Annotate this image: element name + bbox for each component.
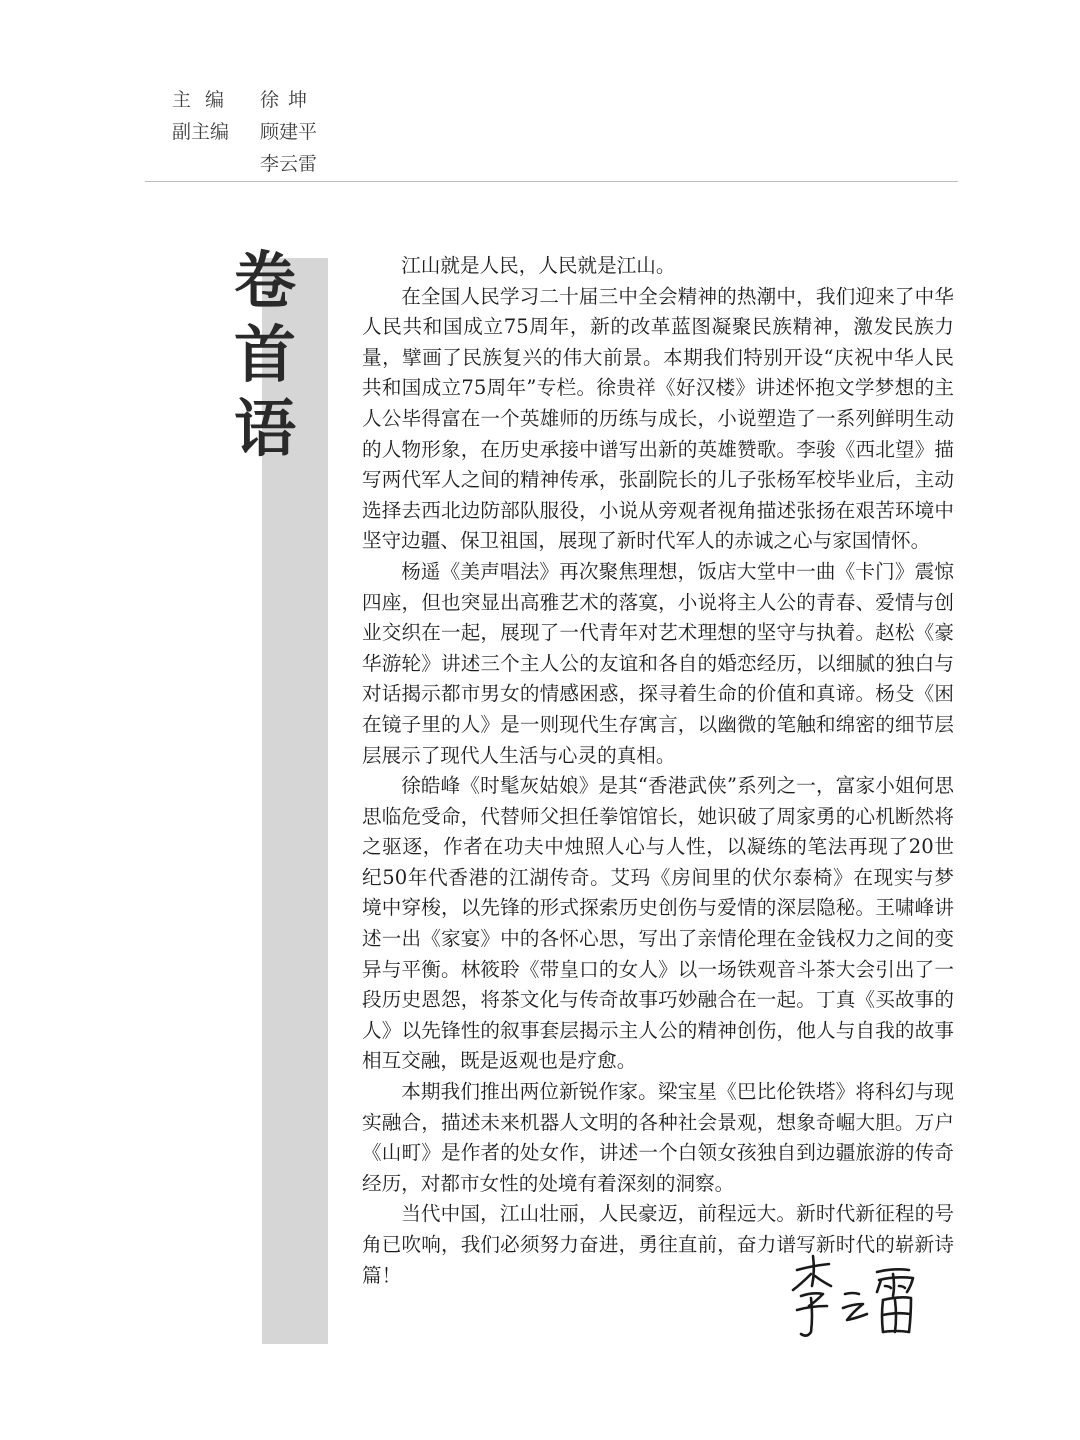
column-title-char-2: 首	[233, 318, 296, 391]
header-divider	[145, 181, 958, 182]
column-title-char-1: 卷	[233, 244, 296, 317]
paragraph-3: 杨遥《美声唱法》再次聚焦理想，饭店大堂中一曲《卡门》震惊四座，但也突显出高雅艺术的落寞，小说将主人公的青春、爱情与创业交织在一起，展现了一代青年对艺术理想的坚守与执着。赵松《豪华游轮》讲述三个主人公的友谊和各自的婚恋经历，以细腻的独白与对话揭示都市男女的情感困惑，探寻着生命的价值和真谛。杨殳《困在镜子里的人》是一则现代生存寓言，以幽微的笔触和绵密的细节层层展示了现代人生活与心灵的真相。	[362, 559, 954, 767]
deputy-name-2: 李云雷	[260, 153, 318, 175]
paragraph-6: 当代中国，江山壮丽，人民豪迈，前程远大。新时代新征程的号角已吹响，我们必须努力奋进，勇往直前，奋力谱写新时代的崭新诗篇！	[362, 1202, 954, 1287]
editor-name: 徐坤	[260, 89, 317, 111]
editorial-body	[362, 251, 954, 1291]
paragraph-5: 本期我们推出两位新锐作家。梁宝星《巴比伦铁塔》将科幻与现实融合，描述未来机器人文明的各种社会景观，想象奇崛大胆。万户《山町》是作者的处女作，讲述一个白领女孩独自到边疆旅游的传奇经历，对都市女性的处境有着深刻的洞察。	[362, 1080, 954, 1195]
paragraph-1: 江山就是人民，人民就是江山。	[401, 254, 676, 277]
paragraph-2: 在全国人民学习二十届三中全会精神的热潮中，我们迎来了中华人民共和国成立75周年，新的改革蓝图凝聚民族精神，激发民族力量，擘画了民族复兴的伟大前景。本期我们特别开设“庆祝中华人民共和国成立75周年”专栏。徐贵祥《好汉楼》讲述怀抱文学梦想的主人公毕得富在一个英雄师的历练与成长，小说塑造了一系列鲜明生动的人物形象，在历史承接中谱写出新的英雄赞歌。李骏《西北望》描写两代军人之间的精神传承，张副院长的儿子张杨军校毕业后，主动选择去西北边防部队服役，小说从旁观者视角描述张扬在艰苦环境中坚守边疆、保卫祖国，展现了新时代军人的赤诚之心与家国情怀。	[362, 284, 954, 553]
paragraph-4: 徐皓峰《时髦灰姑娘》是其“香港武侠”系列之一，富家小姐何思思临危受命，代替师父担任拳馆馆长，她识破了周家勇的心机断然将之驱逐，作者在功夫中烛照人心与人性，以凝练的笔法再现了20世纪50年代香港的江湖传奇。艾玛《房间里的伏尔泰椅》在现实与梦境中穿梭，以先锋的形式探索历史创伤与爱情的深层隐秘。王啸峰讲述一出《家宴》中的各怀心思，写出了亲情伦理在金钱权力之间的变异与平衡。林筱聆《带皇口的女人》以一场铁观音斗茶大会引出了一段历史恩怨，将茶文化与传奇故事巧妙融合在一起。丁真《买故事的人》以先锋性的叙事套层揭示主人公的精神创伤，他人与自我的故事相互交融，既是返观也是疗愈。	[362, 774, 954, 1073]
column-title-char-3: 语	[233, 392, 296, 465]
column-title	[228, 244, 302, 466]
handwritten-signature	[785, 1252, 935, 1348]
editor-role: 主编	[172, 89, 239, 111]
deputy-name-1: 顾建平	[260, 121, 318, 143]
deputy-role: 副主编	[172, 121, 230, 143]
